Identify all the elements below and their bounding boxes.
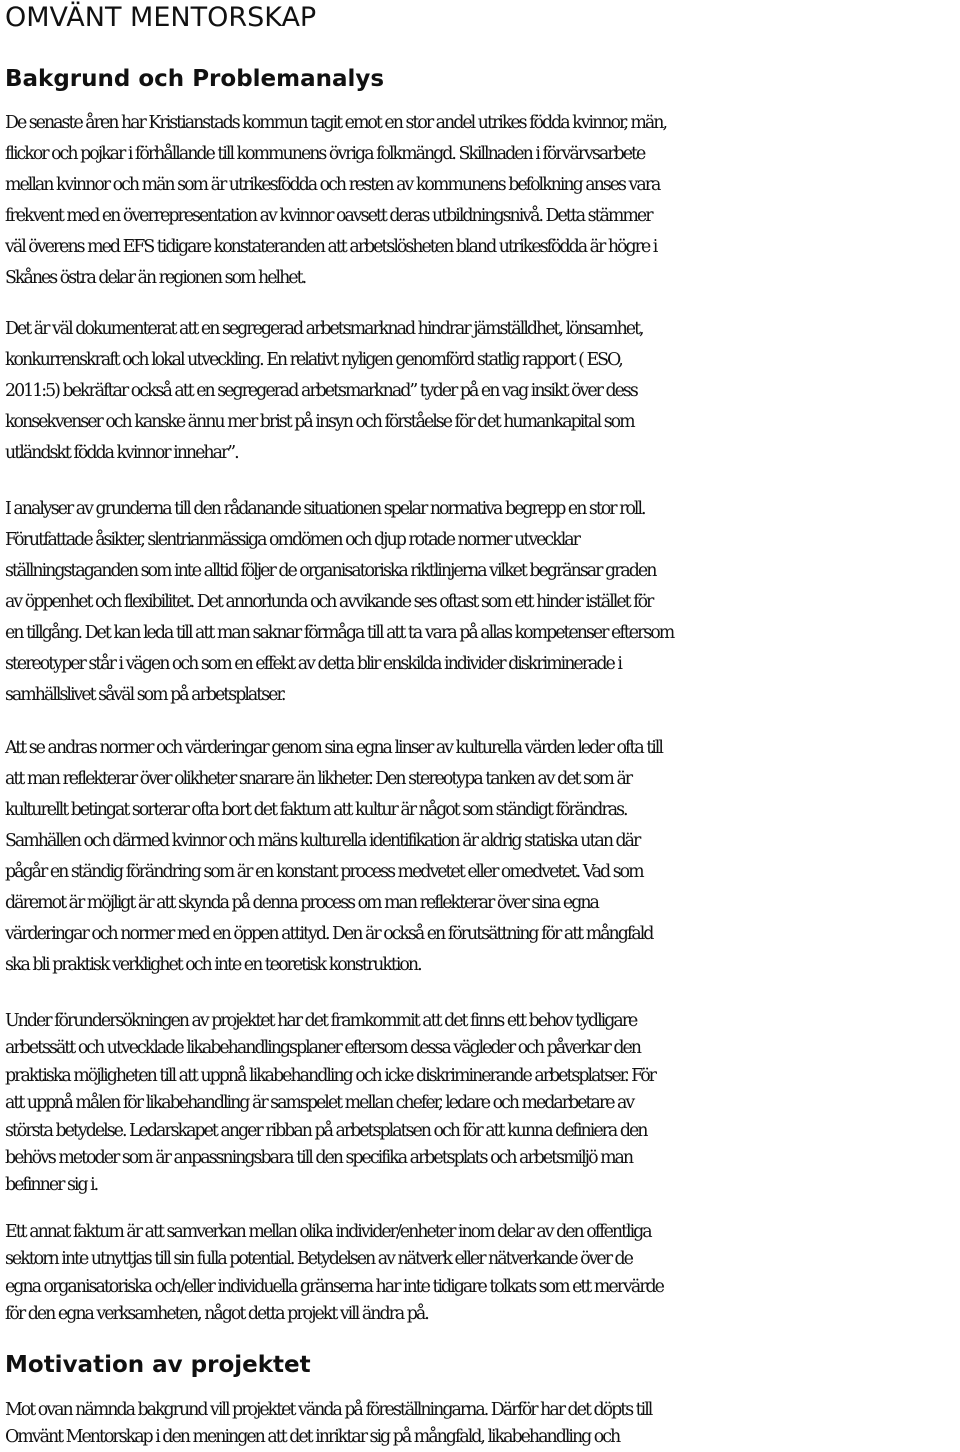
text-line: arbetssätt och utvecklade likabehandlingsplaner eftersom dessa vägleder och påverkar den [5,1038,640,1059]
paragraph [5,314,960,469]
text-line: frekvent med en överrepresentation av kvinnor oavsett deras utbildningsnivå. Detta stämmer [5,206,652,226]
section-heading-motivation: Motivation av projektet [5,1352,311,1378]
text-line: ställningstaganden som inte alltid följer de organisatoriska riktlinjerna vilket begränsar graden [5,561,656,581]
text-line: ska bli praktisk verklighet och inte en teoretisk konstruktion. [5,955,421,975]
text-line: sektorn inte utnyttjas till sin fulla potential. Betydelsen av nätverk eller nätverkande över de [5,1249,632,1270]
text-line: en tillgång. Det kan leda till att man saknar förmåga till att ta vara på allas kompetenser eftersom [5,623,674,643]
text-line: värderingar och normer med en öppen attityd. Den är också en förutsättning för att mångfald [5,924,653,944]
text-line: Ett annat faktum är att samverkan mellan olika individer/enheter inom delar av den offentliga [5,1222,651,1242]
document-title: OMVÄNT MENTORSKAP [5,2,317,33]
text-line: behövs metoder som är anpassningsbara till den specifika arbetsplats och arbetsmiljö man [5,1148,633,1169]
text-line: Samhällen och därmed kvinnor och mäns kulturella identifikation är aldrig statiska utan där [5,831,640,851]
text-line: flickor och pojkar i förhållande till kommunens övriga folkmängd. Skillnaden i förvärvsarbete [5,144,645,164]
section-heading-background: Bakgrund och Problemanalys [5,66,385,92]
text-line: väl överens med EFS tidigare konstateranden att arbetslösheten bland utrikesfödda är högre i [5,237,657,257]
text-line: praktiska möjligheten till att uppnå likabehandling och icke diskriminerande arbetsplatser. För [5,1065,655,1086]
text-line: Att se andras normer och värderingar genom sina egna linser av kulturella värden leder ofta till [5,738,662,758]
text-line: Omvänt Mentorskap i den meningen att det inriktar sig på mångfald, likabehandling och [5,1427,620,1448]
text-line: befinner sig i. [5,1175,98,1196]
paragraph [5,733,960,981]
text-line: I analyser av grunderna till den rådanande situationen spelar normativa begrepp en stor roll. [5,499,645,519]
text-line: 2011:5) bekräftar också att en segregerad arbetsmarknad” tyder på en vag insikt över dess [5,381,637,401]
text-line: att uppnå målen för likabehandling är samspelet mellan chefer, ledare och medarbetare av [5,1093,634,1114]
text-line: stereotyper står i vägen och som en effekt av detta blir enskilda individer diskriminerade i [5,654,621,674]
text-line: av öppenhet och flexibilitet. Det annorlunda och avvikande ses oftast som ett hinder istället för [5,592,653,612]
text-line: De senaste åren har Kristianstads kommun tagit emot en stor andel utrikes födda kvinnor, män, [5,113,667,133]
text-line: utländskt födda kvinnor innehar”. [5,443,238,463]
text-line: största betydelse. Ledarskapet anger ribban på arbetsplatsen och för att kunna definiera den [5,1120,647,1141]
paragraph [5,1219,960,1329]
paragraph [5,494,960,711]
text-line: kulturellt betingat sorterar ofta bort det faktum att kultur är något som ständigt förändras. [5,800,627,820]
paragraph [5,1008,960,1200]
text-line: pågår en ständig förändring som är en konstant process medvetet eller omedvetet. Vad som [5,862,643,882]
text-line: att man reflekterar över olikheter snarare än likheter. Den stereotypa tanken av det som är [5,769,632,789]
text-line: Förutfattade åsikter, slentrianmässiga omdömen och djup rotade normer utvecklar [5,530,579,550]
text-line: för den egna verksamheten, något detta projekt vill ändra på. [5,1304,428,1325]
paragraph [5,108,960,294]
text-line: Skånes östra delar än regionen som helhet. [5,268,306,288]
text-line: egna organisatoriska och/eller individuella gränserna har inte tidigare tolkats som ett mervärde [5,1276,663,1297]
text-line: Under förundersökningen av projektet har det framkommit att det finns ett behov tydligare [5,1011,637,1031]
text-line: konkurrenskraft och lokal utveckling. En relativt nyligen genomförd statlig rapport ( ESO, [5,350,622,370]
text-line: Mot ovan nämnda bakgrund vill projektet vända på föreställningarna. Därför har det döpts till [5,1400,652,1420]
text-line: samhällslivet såväl som på arbetsplatser. [5,685,285,705]
text-line: mellan kvinnor och män som är utrikesfödda och resten av kommunens befolkning anses vara [5,175,660,195]
text-line: Det är väl dokumenterat att en segregerad arbetsmarknad hindrar jämställdhet, lönsamhet, [5,319,643,339]
text-line: däremot är möjligt är att skynda på denna process om man reflekterar över sina egna [5,893,598,913]
text-line: konsekvenser och kanske ännu mer brist på insyn och förståelse för det humankapital som [5,412,634,432]
paragraph [5,1397,960,1452]
